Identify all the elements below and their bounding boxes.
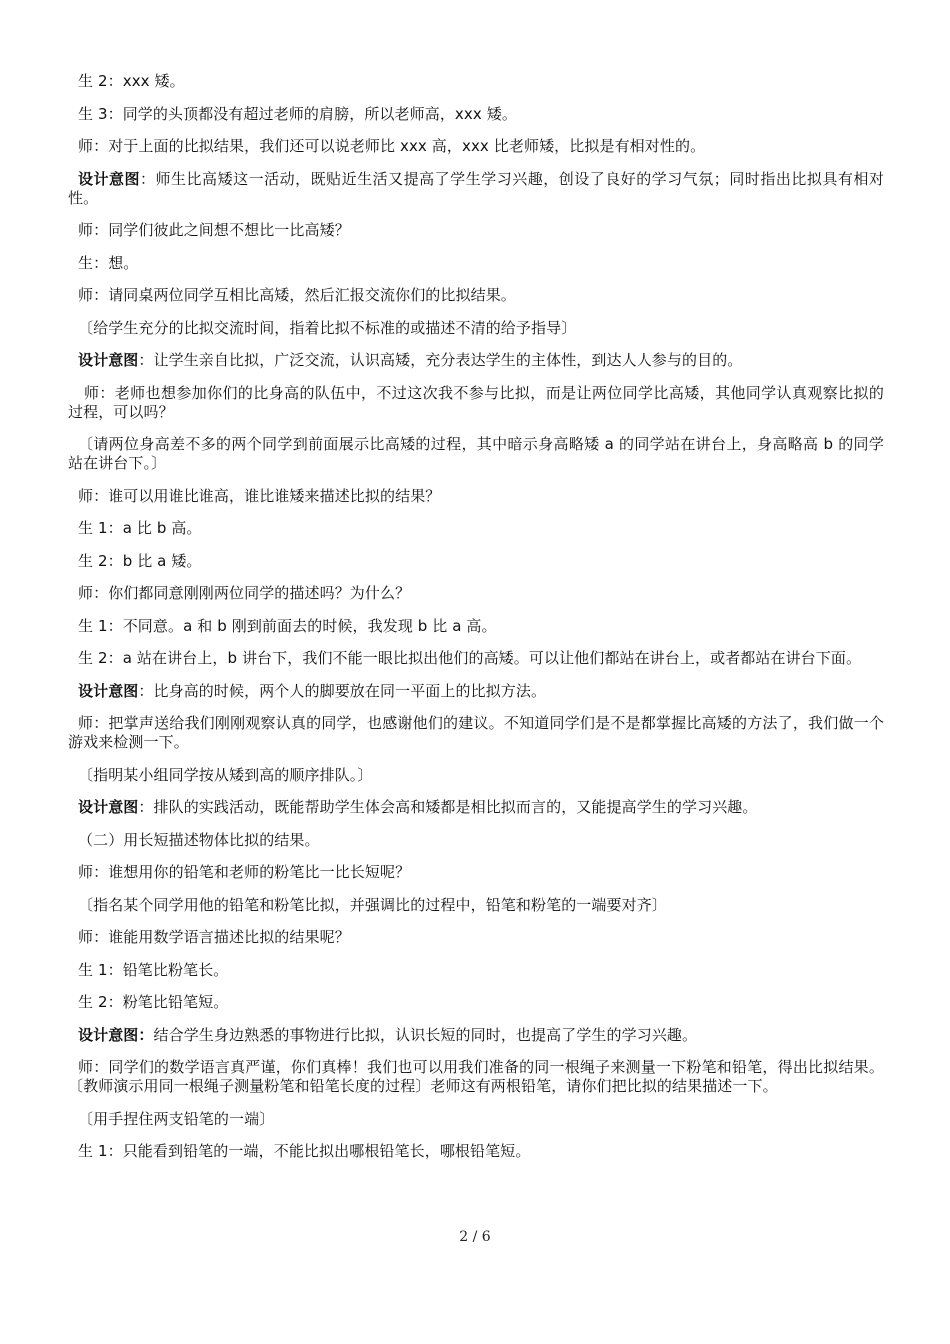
design-intent-paragraph-3: 设计意图：比身高的时候，两个人的脚要放在同一平面上的比拟方法。 [78,681,547,700]
design-intent-paragraph-5: 设计意图：结合学生身边熟悉的事物进行比拟，认识长短的同时，也提高了学生的学习兴趣。 [78,1025,698,1044]
paragraph-30: 〔用手捏住两支铅笔的一端〕 [78,1109,275,1128]
paragraph-6: 生：想。 [78,253,139,272]
paragraph-2: 生 3：同学的头顶都没有超过老师的肩膀，所以老师高，xxx 矮。 [78,104,517,123]
paragraph-25: 师：谁能用数学语言描述比拟的结果呢？ [78,928,350,946]
paragraph-29: 师：同学们的数学语言真严谨，你们真棒！我们也可以用我们准备的同一根绳子来测量一下粉笔和铅笔，得出比拟结果。〔教师演示用同一根绳子测量粉笔和铅笔长度的过程〕老师这有两根铅笔，请你们把比拟的结果描述一下。 [68,1058,884,1095]
section-heading: （二）用长短描述物体比拟的结果。 [78,830,320,849]
paragraph-16: 生 1：不同意。a 和 b 刚到前面去的时候，我发现 b 比 a 高。 [78,616,497,635]
paragraph-7: 师：请同桌两位同学互相比高矮，然后汇报交流你们的比拟结果。 [78,286,516,304]
design-intent-paragraph-2: 设计意图：让学生亲自比拟，广泛交流，认识高矮，充分表达学生的主体性，到达人人参与的目的。 [78,351,743,369]
paragraph-20: 〔指明某小组同学按从矮到高的顺序排队。〕 [78,765,373,784]
paragraph-27: 生 2：粉笔比铅笔短。 [78,993,229,1011]
paragraph-19: 师：把掌声送给我们刚刚观察认真的同学，也感谢他们的建议。不知道同学们是不是都掌握比高矮的方法了，我们做一个游戏来检测一下。 [68,714,884,751]
document-body [68,72,884,1175]
paragraph-23: 师：谁想用你的铅笔和老师的粉笔比一比长短呢？ [78,863,411,881]
paragraph-13: 生 1：a 比 b 高。 [78,519,202,537]
paragraph-26: 生 1：铅笔比粉笔长。 [78,960,229,979]
paragraph-5: 师：同学们彼此之间想不想比一比高矮？ [78,221,350,239]
paragraph-8: 〔给学生充分的比拟交流时间，指着比拟不标准的或描述不清的给予指导〕 [78,318,577,337]
paragraph-15: 师：你们都同意刚刚两位同学的描述吗？为什么？ [78,584,411,602]
paragraph-12: 师：谁可以用谁比谁高，谁比谁矮来描述比拟的结果？ [78,486,441,505]
paragraph-3: 师：对于上面的比拟结果，我们还可以说老师比 xxx 高，xxx 比老师矮，比拟是有相对性的。 [78,137,706,155]
design-intent-paragraph-1: 设计意图：师生比高矮这一活动，既贴近生活又提高了学生学习兴趣，创设了良好的学习气氛；同时指出比拟具有相对性。 [68,169,884,207]
design-intent-paragraph-4: 设计意图：排队的实践活动，既能帮助学生体会高和矮都是相比拟而言的，又能提高学生的学习兴趣。 [78,798,758,816]
paragraph-31: 生 1：只能看到铅笔的一端，不能比拟出哪根铅笔长，哪根铅笔短。 [78,1142,531,1160]
paragraph-14: 生 2：b 比 a 矮。 [78,551,202,570]
paragraph-11: 〔请两位身高差不多的两个同学到前面展示比高矮的过程，其中暗示身高略矮 a 的同学站在讲台上，身高略高 b 的同学站在讲台下。〕 [68,435,884,472]
paragraph-24: 〔指名某个同学用他的铅笔和粉笔比拟，并强调比的过程中，铅笔和粉笔的一端要对齐〕 [78,895,667,914]
paragraph-1: 生 2：xxx 矮。 [78,72,185,90]
page-number: 2 / 6 [459,1229,491,1245]
paragraph-17: 生 2：a 站在讲台上，b 讲台下，我们不能一眼比拟出他们的高矮。可以让他们都站在讲台上，或者都站在讲台下面。 [78,649,862,667]
paragraph-10: 师：老师也想参加你们的比身高的队伍中，不过这次我不参与比拟，而是让两位同学比高矮，其他同学认真观察比拟的过程，可以吗？ [68,383,884,421]
